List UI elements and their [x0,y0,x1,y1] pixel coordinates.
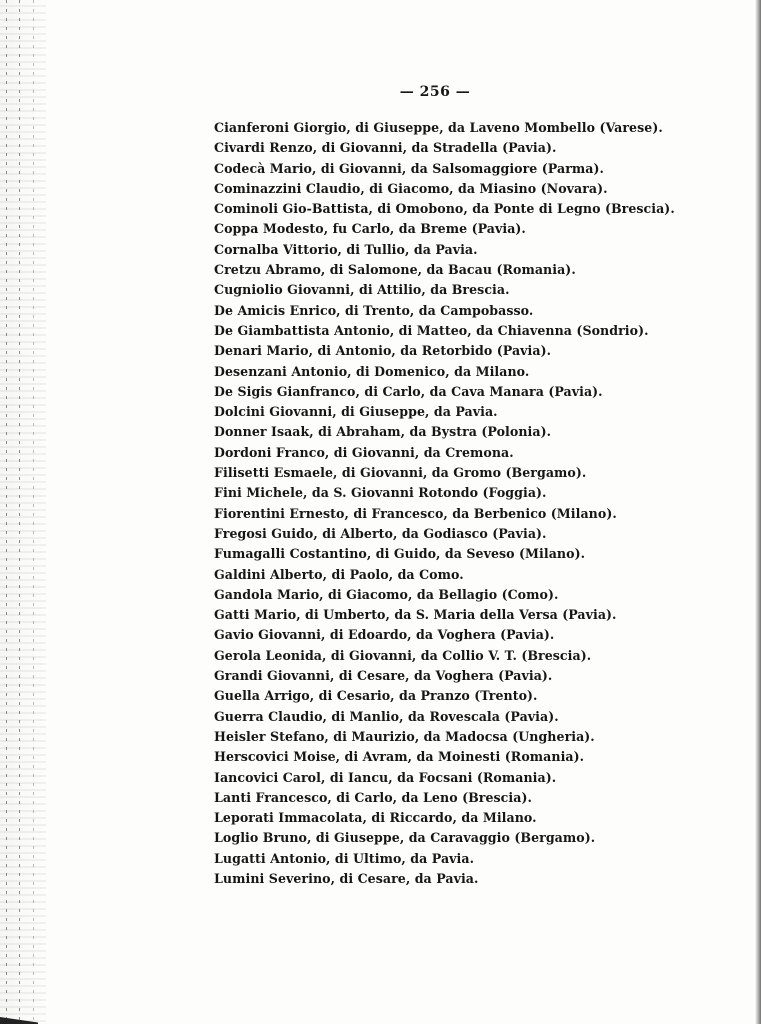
list-item: Lanti Francesco, di Carlo, da Leno (Brescia). [214,789,532,805]
list-item: Grandi Giovanni, di Cesare, da Voghera (Pavia). [214,668,553,684]
list-item: De Giambattista Antonio, di Matteo, da Chiavenna (Sondrio). [214,322,649,338]
list-item: Gavio Giovanni, di Edoardo, da Voghera (Pavia). [214,627,555,643]
page-number: — 256 — [399,84,471,100]
list-item: Filisetti Esmaele, di Giovanni, da Gromo (Bergamo). [214,465,587,481]
list-item: Codecà Mario, di Giovanni, da Salsomaggiore (Parma). [214,160,604,176]
name-list [214,118,675,889]
list-item: Fiorentini Ernesto, di Francesco, da Berbenico (Milano). [214,505,617,521]
binding-shadow-line [19,0,20,1024]
list-item: Dolcini Giovanni, di Giuseppe, da Pavia. [214,404,498,420]
list-item: Lugatti Antonio, di Ultimo, da Pavia. [214,850,475,866]
list-item: Iancovici Carol, di Iancu, da Focsani (Romania). [214,769,557,785]
list-item: Gatti Mario, di Umberto, da S. Maria della Versa (Pavia). [214,607,617,623]
list-item: Gerola Leonida, di Giovanni, da Collio V. T. (Brescia). [214,647,592,663]
list-item: Cugniolio Giovanni, di Attilio, da Brescia. [214,282,510,298]
list-item: Cianferoni Giorgio, di Giuseppe, da Laveno Mombello (Varese). [214,120,663,135]
list-item: Guerra Claudio, di Manlio, da Rovescala (Pavia). [214,708,559,724]
list-item: Galdini Alberto, di Paolo, da Como. [214,566,464,582]
list-item: Desenzani Antonio, di Domenico, da Milano. [214,363,530,379]
list-item: Cretzu Abramo, di Salomone, da Bacau (Romania). [214,262,576,278]
list-item: Cominoli Gio-Battista, di Omobono, da Ponte di Legno (Brescia). [214,201,675,217]
list-item: Civardi Renzo, di Giovanni, da Stradella (Pavia). [214,140,557,156]
list-item: Denari Mario, di Antonio, da Retorbido (Pavia). [214,343,552,359]
list-item: Fregosi Guido, di Alberto, da Godiasco (Pavia). [214,525,547,541]
list-item: Dordoni Franco, di Giovanni, da Cremona. [214,444,514,460]
list-item: Fini Michele, da S. Giovanni Rotondo (Foggia). [214,485,547,501]
list-item: Fumagalli Costantino, di Guido, da Seveso (Milano). [214,546,586,562]
list-item: De Amicis Enrico, di Trento, da Campobasso. [214,302,534,318]
list-item: Herscovici Moise, di Avram, da Moinesti (Romania). [214,749,585,765]
binding-shadow-line [6,0,7,1024]
list-item: Cominazzini Claudio, di Giacomo, da Miasino (Novara). [214,180,608,196]
list-item: Coppa Modesto, fu Carlo, da Breme (Pavia). [214,221,526,237]
list-item: Loglio Bruno, di Giuseppe, da Caravaggio (Bergamo). [214,830,596,846]
list-item: Gandola Mario, di Giacomo, da Bellagio (Como). [214,586,559,602]
list-item: Cornalba Vittorio, di Tullio, da Pavia. [214,241,478,257]
binding-shadow-line [33,0,34,1024]
list-item: Leporati Immacolata, di Riccardo, da Milano. [214,810,537,826]
list-item: Guella Arrigo, di Cesario, da Pranzo (Trento). [214,688,538,704]
page-right-edge [755,0,761,1024]
list-item: Lumini Severino, di Cesare, da Pavia. [214,870,479,886]
list-item: Heisler Stefano, di Maurizio, da Madocsa (Ungheria). [214,728,595,744]
list-item: De Sigis Gianfranco, di Carlo, da Cava Manara (Pavia). [214,383,603,399]
list-item: Donner Isaak, di Abraham, da Bystra (Polonia). [214,424,552,440]
